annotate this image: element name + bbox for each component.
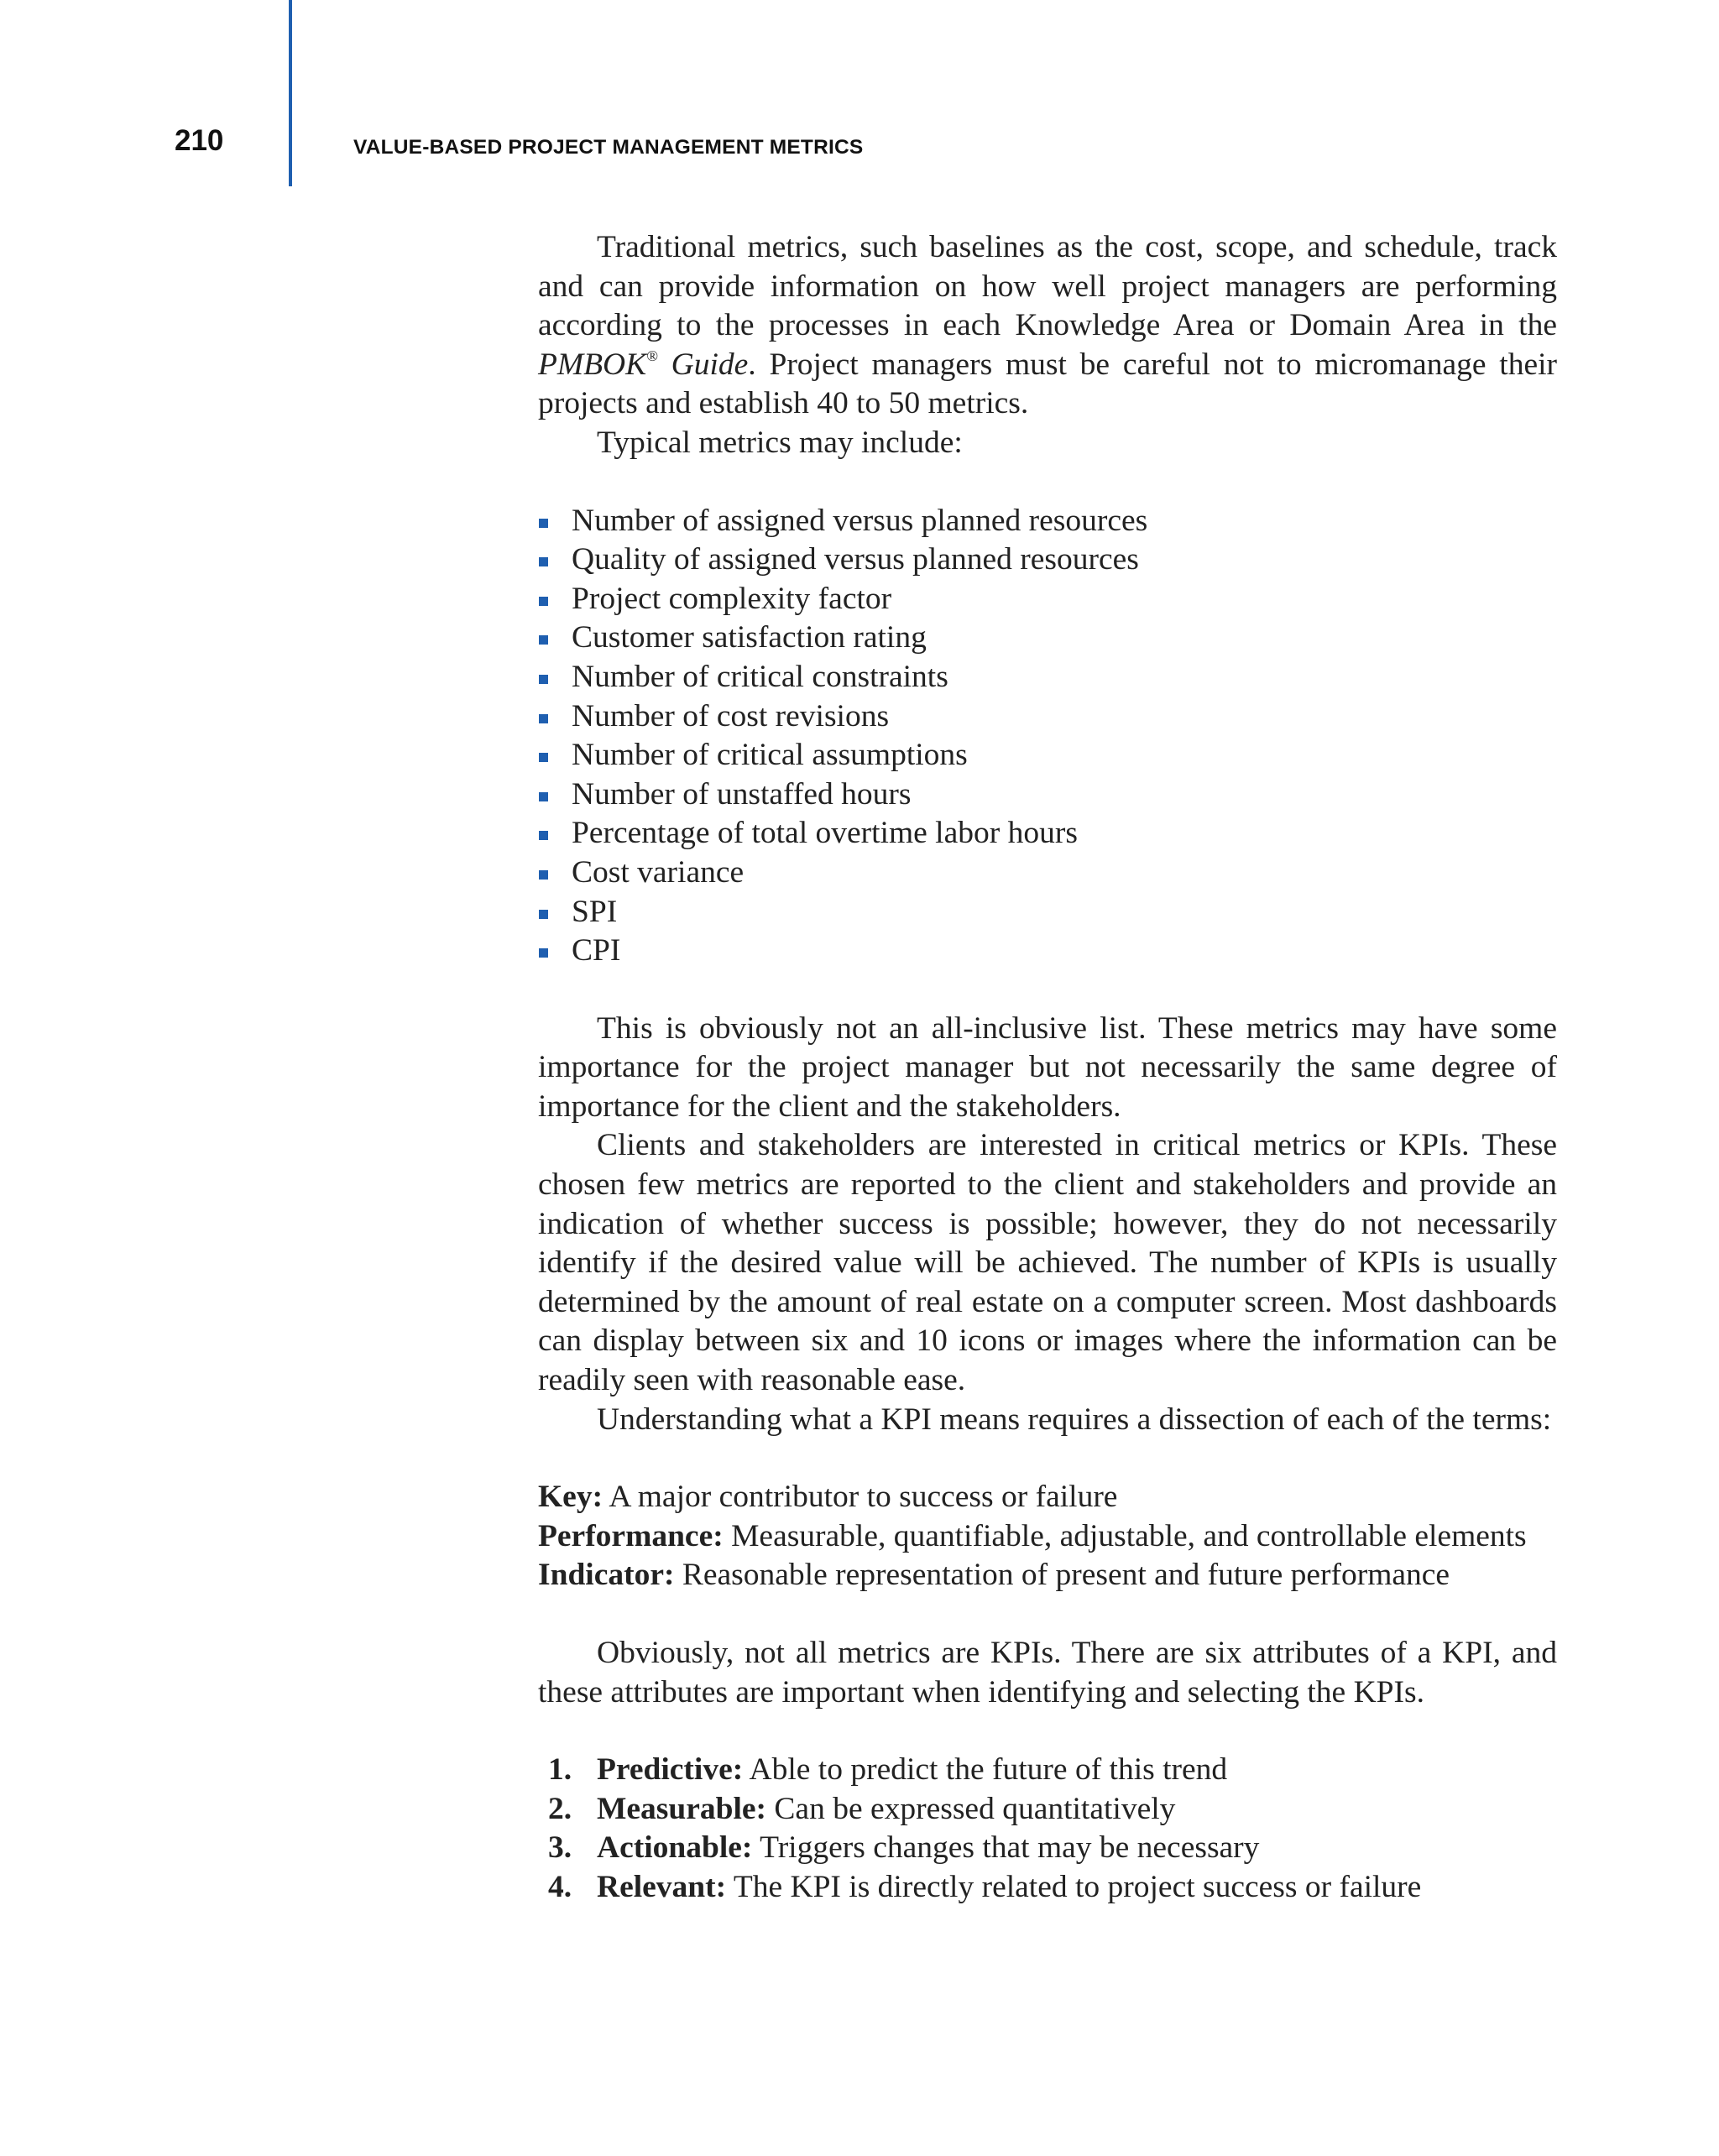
square-bullet-icon [539, 753, 548, 762]
list-item: Customer satisfaction rating [538, 619, 1557, 658]
list-item: Quality of assigned versus planned resources [538, 540, 1557, 580]
header-rule [289, 0, 292, 186]
list-item: Number of assigned versus planned resources [538, 502, 1557, 541]
list-item: Cost variance [538, 854, 1557, 893]
list-item: Number of cost revisions [538, 697, 1557, 737]
definition-key: Key: A major contributor to success or failure [538, 1480, 1118, 1515]
list-item: SPI [538, 893, 1557, 932]
list-item: Number of critical constraints [538, 658, 1557, 697]
spacer [538, 1712, 1557, 1751]
metrics-bullet-list [538, 502, 1557, 971]
list-item: Percentage of total overtime labor hours [538, 814, 1557, 854]
paragraph-kpi-dissection: Understanding what a KPI means requires a dissection of each of the terms: [597, 1402, 1552, 1437]
square-bullet-icon [539, 870, 548, 880]
list-item: 4. Relevant: The KPI is directly related to project success or failure [548, 1869, 1422, 1904]
list-item: 1. Predictive: Able to predict the future of this trend [548, 1752, 1228, 1788]
square-bullet-icon [539, 597, 548, 606]
list-item: 3. Actionable: Triggers changes that may be necessary [548, 1830, 1260, 1866]
page-number: 210 [175, 124, 224, 157]
list-item: Number of unstaffed hours [538, 775, 1557, 815]
spacer [538, 1595, 1557, 1634]
square-bullet-icon [539, 635, 548, 645]
spacer [538, 1439, 1557, 1478]
paragraph-clients-stakeholders: Clients and stakeholders are interested in critical metrics or KPIs. These chosen few metrics are reported to the client and stakeholders and provide an indication of whether success is possible; however, they do not necessarily identify if the desired value will be achieved. The number of KPIs is usually determined by the amount of real estate on a computer screen. Most dashboards can display between six and 10 icons or images where the information can be readily seen with reasonable ease. [538, 1128, 1557, 1398]
square-bullet-icon [539, 519, 548, 528]
definition-performance: Performance: Measurable, quantifiable, adjustable, and controllable elements [538, 1518, 1527, 1553]
square-bullet-icon [539, 714, 548, 723]
square-bullet-icon [539, 557, 548, 566]
square-bullet-icon [539, 910, 548, 919]
square-bullet-icon [539, 675, 548, 684]
spacer [538, 463, 1557, 502]
paragraph-kpi-attributes: Obviously, not all metrics are KPIs. There are six attributes of a KPI, and these attributes are important when identifying and selecting the KPIs. [538, 1636, 1557, 1710]
list-item: 2. Measurable: Can be expressed quantitatively [548, 1791, 1176, 1826]
list-item: Project complexity factor [538, 580, 1557, 619]
paragraph-traditional-metrics: Traditional metrics, such baselines as the cost, scope, and schedule, track and can provide information on how well project managers are performing according to the processes in each Knowledge Area or Domain Area in the PMBOK® Guide. Project managers must be careful not to micromanage their projects and establish 40 to 50 metrics. [538, 230, 1557, 421]
paragraph-typical-metrics: Typical metrics may include: [597, 425, 963, 460]
list-item: CPI [538, 932, 1557, 971]
body-content [538, 228, 1557, 1908]
kpi-attributes-list [538, 1751, 1557, 1907]
square-bullet-icon [539, 948, 548, 958]
running-head: VALUE-BASED PROJECT MANAGEMENT METRICS [353, 136, 864, 159]
paragraph-not-all-inclusive: This is obviously not an all-inclusive list. These metrics may have some importance for the project manager but not necessarily the same degree of importance for the client and the stakeholders. [538, 1010, 1557, 1124]
square-bullet-icon [539, 831, 548, 840]
definition-indicator: Indicator: Reasonable representation of present and future performance [538, 1558, 1450, 1593]
square-bullet-icon [539, 792, 548, 801]
spacer [538, 971, 1557, 1010]
list-item: Number of critical assumptions [538, 736, 1557, 775]
